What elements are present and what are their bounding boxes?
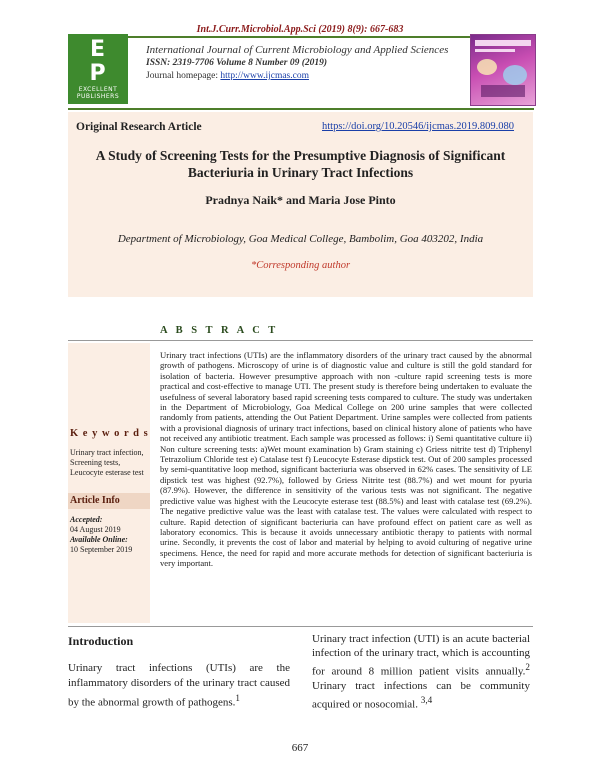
intro-col2-text-b: Urinary tract infections can be community acquired or nosocomial.: [312, 679, 530, 711]
keywords-list: Urinary tract infection, Screening tests, Leucocyte esterase test: [70, 448, 144, 477]
article-info-heading: Article Info: [70, 495, 120, 506]
intro-col1-text: Urinary tract infections (UTIs) are the inflammatory disorders of the urinary tract caused by the abnormal growth of pathogens.: [68, 662, 290, 709]
homepage-link[interactable]: http://www.ijcmas.com: [220, 71, 309, 81]
corresponding-author-note: *Corresponding author: [250, 260, 351, 271]
online-date: 10 September 2019: [70, 545, 133, 554]
introduction-column-2: [312, 632, 530, 711]
logo-letter-p: P: [89, 61, 107, 86]
logo-word-top: EXCELLENT: [78, 86, 118, 93]
citation-1[interactable]: 1: [235, 693, 240, 703]
doi-link[interactable]: https://doi.org/10.20546/ijcmas.2019.809.080: [322, 121, 515, 132]
keywords-heading: K e y w o r d s: [70, 428, 149, 439]
abstract-body: Urinary tract infections (UTIs) are the inflammatory disorders of the urinary tract caused by the abnormal growth of pathogens. Microscopy of urine is of diagnostic value and culture is still the gold standard for isolation of bacteria. However presumptive approach with non -culture rapid screening tests is more practical and cost-effective to manage UTI. The present study is therefore being undertaken to evaluate the usefulness of several laboratory based rapid screening tests compared to culture. The study was undertaken in the Department of Microbiology, Goa Medical College on 200 urine samples that were collected randomly from patients, attending the Out Patient Department. Urine samples were collected from patients with a provisional diagnosis of urinary tract infections, based on clinical history alone of patients who have not received any antibiotic treatment. Each sample was processed as follows: i) Semi quantitative culture ii) Non culture screening tests: a)Wet mount examination b) Gram staining c) Griess nitrite test d) Triphenyl Tetrazolium Chloride test e) Catalase test f) Leucocyte Esterase dipstick test. Out of 200 samples processed by semi-quantitative loop method, significant bacteriuria was observed in 62% cases. The sensitivity of LE dipstick test was highest (92.7%), followed by Griess Nitrite test (88.7%) and wet mount for pyuria (87.9%). However, the difference in sensitivity of the various tests was not significant. The negative predictive value was highest with the Leucocyte esterase test (88.5%) and least with catalase test (69.2%). The negative predictive value was the least with catalase test. The values were calculated with respect to culture. Rapid detection of significant bacteriuria can have profound effect on patient care as well as laboratory economics. This is because it avoids unnecessary antibiotic therapy to patients with normal urine. Secondly, it prevents the cost of labor and material by helping to avoid culturing of negative urine specimens. Hence, the need for rapid and more accurate methods for detection of significant bacteriuria is very important.: [160, 350, 532, 569]
abstract-bottom-rule: [68, 626, 533, 627]
article-dates: [70, 515, 148, 555]
page-number: 667: [291, 742, 309, 754]
introduction-heading: Introduction: [68, 634, 134, 648]
logo-word-bottom: PUBLISHERS: [76, 93, 120, 100]
running-head: Int.J.Curr.Microbiol.App.Sci (2019) 8(9): 667-683: [196, 24, 404, 35]
logo-mark: [68, 34, 128, 86]
citation-2[interactable]: 2: [525, 662, 530, 672]
intro-col2-text-a: Urinary tract infection (UTI) is an acute bacterial infection of the urinary tract, which is accounting for around 8 million patient visits annually.: [312, 633, 530, 678]
introduction-column-1: [68, 661, 290, 711]
journal-homepage: [146, 71, 309, 81]
accepted-date: 04 August 2019: [70, 525, 121, 534]
logo-letter-e: E: [89, 37, 107, 62]
affiliation: Department of Microbiology, Goa Medical College, Bambolim, Goa 403202, India: [117, 233, 484, 245]
citation-3-4[interactable]: 3,4: [420, 694, 433, 705]
journal-name: International Journal of Current Microbiology and Applied Sciences: [146, 44, 449, 56]
article-title: [68, 147, 533, 181]
homepage-label: Journal homepage:: [146, 71, 221, 81]
journal-cover-image: [470, 34, 536, 106]
authors: Pradnya Naik* and Maria Jose Pinto: [205, 193, 396, 207]
issn-line: ISSN: 2319-7706 Volume 8 Number 09 (2019): [146, 58, 328, 68]
online-label: Available Online:: [70, 535, 128, 544]
title-line-2: Bacteriuria in Urinary Tract Infections: [187, 165, 414, 180]
publisher-logo: [68, 34, 128, 104]
abstract-top-rule: [68, 340, 533, 341]
side-info-panel: [68, 343, 150, 623]
abstract-heading: A B S T R A C T: [160, 325, 279, 336]
title-line-1: A Study of Screening Tests for the Presumptive Diagnosis of Significant: [95, 148, 506, 163]
article-type: Original Research Article: [76, 121, 202, 133]
accepted-label: Accepted:: [70, 515, 103, 524]
